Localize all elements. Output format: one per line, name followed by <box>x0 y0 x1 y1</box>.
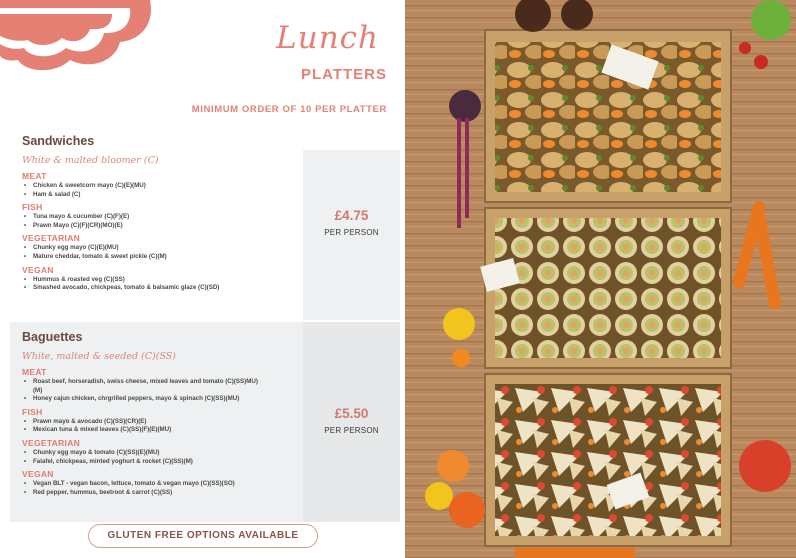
category-meat: MEAT <box>22 367 47 377</box>
menu-item: • Chicken & sweetcorn mayo (C)(E)(MU) <box>22 182 267 191</box>
platter-photo <box>405 0 796 558</box>
menu-item: • Falafel, chickpeas, minted yoghurt & rocket (C)(SS)(M) <box>22 458 267 467</box>
menu-item: • Honey cajun chicken, chrgrilled peppers, mayo & spinach (C)(SS)(MU) <box>22 395 267 404</box>
category-fish: FISH <box>22 202 43 213</box>
platters-heading: PLATTERS <box>300 66 387 83</box>
menu-item: • Vegan BLT - vegan bacon, lettuce, tomato & vegan mayo (C)(SS)(SO) <box>22 480 267 489</box>
category-fish: FISH <box>22 406 43 417</box>
chef-hat-decoration <box>0 0 160 80</box>
menu-item: • Chunky egg mayo (C)(E)(MU) <box>22 244 267 253</box>
menu-item: • Red pepper, hummus, beetroot & carrot (C)(SS) <box>22 489 267 498</box>
price-unit: PER PERSON <box>324 228 379 237</box>
menu-item: • Hummus & roasted veg (C)(SS) <box>22 276 267 285</box>
price-box <box>303 150 400 320</box>
price-unit: PER PERSON <box>324 426 379 435</box>
bread-type: White & malted bloomer (C) <box>22 155 159 166</box>
category-vegetarian: VEGETARIAN <box>22 233 81 244</box>
baguettes-section <box>10 322 400 522</box>
section-title: Sandwiches <box>22 134 95 148</box>
bread-type: White, malted & seeded (C)(SS) <box>22 351 176 362</box>
menu-item: • Roast beef, horseradish, swiss cheese, mixed leaves and tomato (C)(SS)MU)(M) <box>22 378 267 395</box>
menu-item: • Ham & salad (C) <box>22 191 267 200</box>
gluten-free-button[interactable]: GLUTEN FREE OPTIONS AVAILABLE <box>88 524 318 548</box>
menu-item: • Tuna mayo & cucumber (C)(F)(E) <box>22 213 267 222</box>
menu-item: • Mature cheddar, tomato & sweet pickle (C)(M) <box>22 253 267 262</box>
lunch-title: Lunch <box>276 20 379 56</box>
section-title: Baguettes <box>22 330 83 344</box>
price-box <box>303 322 400 522</box>
category-vegetarian: VEGETARIAN <box>22 437 81 448</box>
menu-item: • Mexican tuna & mixed leaves (C)(SS)(F)(E)(MU) <box>22 426 267 435</box>
platter-photo-illustration <box>405 0 796 558</box>
menu-item: • Chunky egg mayo & tomato (C)(SS)(E)(MU) <box>22 449 267 458</box>
sandwiches-section <box>10 130 400 320</box>
category-meat: MEAT <box>22 171 47 181</box>
minimum-order-note: MINIMUM ORDER OF 10 PER PLATTER <box>191 104 387 115</box>
price: £5.50 <box>334 406 369 421</box>
category-vegan: VEGAN <box>22 264 54 275</box>
menu-item: • Prawn mayo & avocado (C)(SS)(CR)(E) <box>22 418 267 427</box>
price: £4.75 <box>334 208 369 223</box>
category-vegan: VEGAN <box>22 469 54 480</box>
menu-item: • Prawn Mayo (C)(F)(CR)(MO)(E) <box>22 222 267 231</box>
menu-item: • Smashed avocado, chickpeas, tomato & balsamic glaze (C)(SD) <box>22 284 267 293</box>
